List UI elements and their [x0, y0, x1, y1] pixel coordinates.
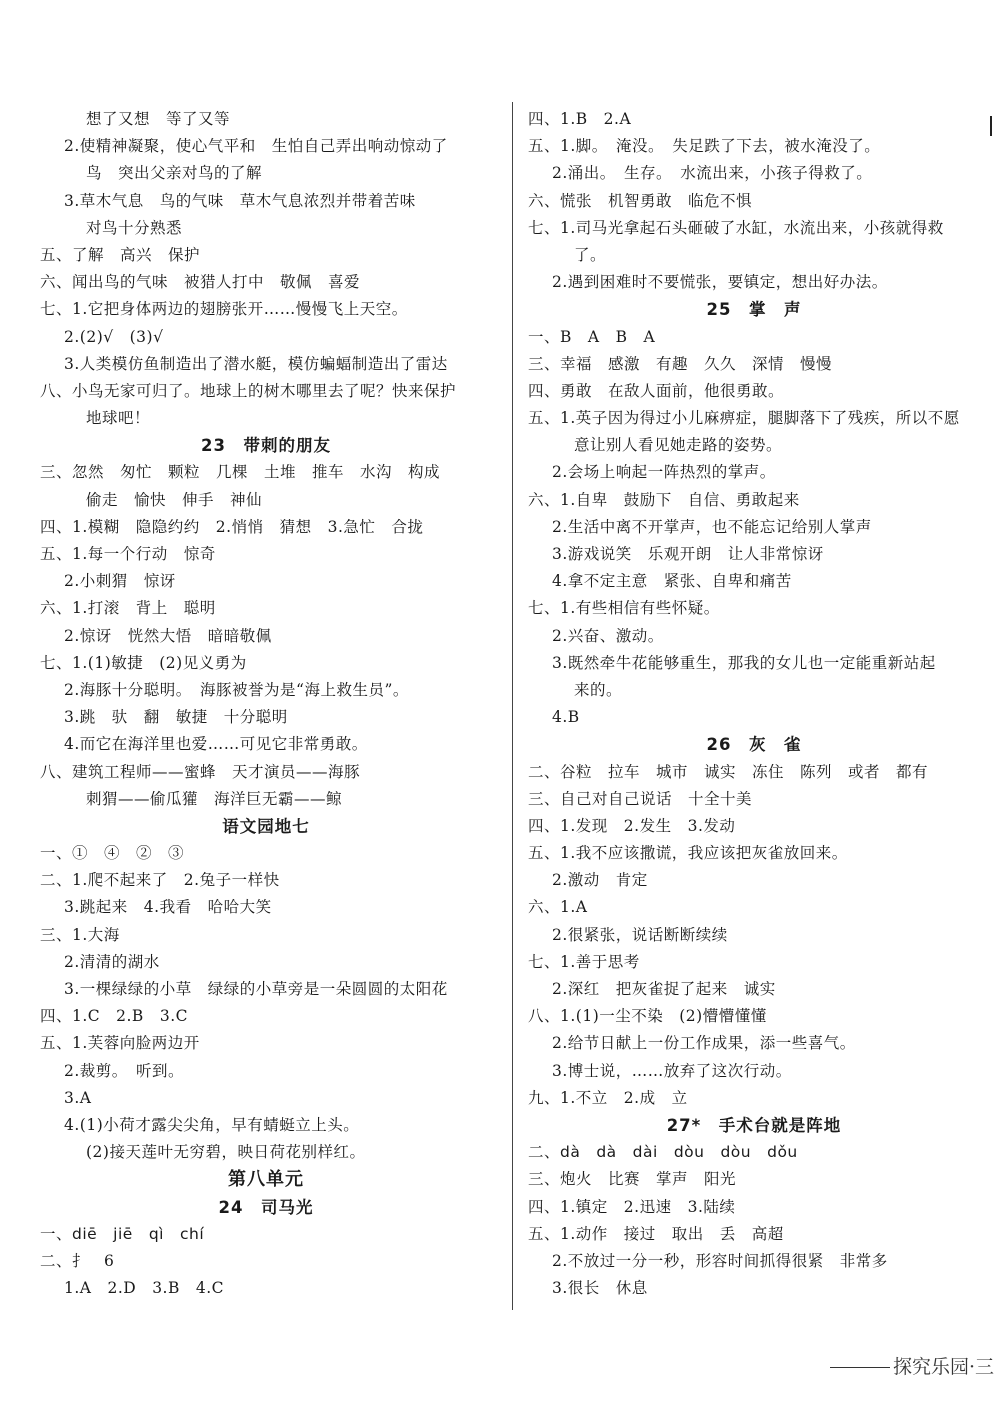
answer-line: 四、1.C 2.B 3.C	[40, 1007, 188, 1026]
answer-line: 五、1.芙蓉向脸两边开	[40, 1034, 200, 1053]
answer-line: 2.生活中离不开掌声，也不能忘记给别人掌声	[552, 517, 872, 536]
answer-line: 2.不放过一分一秒，形容时间抓得很紧 非常多	[552, 1251, 888, 1270]
answer-line: 六、闻出鸟的气味 被猎人打中 敬佩 喜爱	[40, 273, 361, 292]
answer-line: 八、建筑工程师——蜜蜂 天才演员——海豚	[40, 762, 361, 781]
answer-line: 五、1.每一个行动 惊奇	[40, 545, 216, 563]
answer-line: 五、1.动作 接过 取出 丢 高超	[528, 1224, 784, 1243]
answer-line: 2.很紧张，说话断断续续	[552, 925, 728, 944]
answer-line: 2.裁剪。 听到。	[64, 1061, 185, 1080]
answer-line: 2.惊讶 恍然大悟 暗暗敬佩	[64, 626, 272, 645]
answer-line: 一、① ④ ② ③	[40, 844, 185, 863]
answer-line: 六、慌张 机智勇敢 临危不惧	[528, 191, 753, 210]
page-footer: 探究乐园·三	[892, 1356, 994, 1378]
answer-line: 2.给节日献上一份工作成果，添一些喜气。	[552, 1034, 856, 1053]
answer-line: 四、1.B 2.A	[528, 110, 632, 128]
answer-line: 意让别人看见她走路的姿势。	[574, 436, 783, 455]
section-title: 23 带刺的朋友	[201, 436, 331, 456]
section-title: 第八单元	[228, 1169, 304, 1191]
section-title: 语文园地七	[222, 816, 310, 836]
answer-line: 鸟 突出父亲对鸟的了解	[86, 164, 263, 183]
answer-line: 来的。	[574, 680, 623, 699]
answer-line: 3.A	[64, 1088, 92, 1107]
answer-line: 3.博士说，……放弃了这次行动。	[552, 1061, 792, 1080]
answer-line: 2.使精神凝聚，使心气平和 生怕自己弄出响动惊动了	[64, 137, 448, 156]
answer-line: 3.游戏说笑 乐观开朗 让人非常惊讶	[552, 545, 824, 563]
answer-line: 八、小鸟无家可归了。地球上的树木哪里去了呢？快来保护	[40, 381, 457, 400]
answer-line: 2.会场上响起一阵热烈的掌声。	[552, 463, 776, 482]
answer-line: 六、1.打滚 背上 聪明	[40, 599, 216, 618]
answer-line: 3.既然牵牛花能够重生，那我的女儿也一定能重新站起	[552, 653, 936, 672]
page-edge-mark	[990, 116, 992, 136]
answer-line: 2.小刺猬 惊讶	[64, 572, 176, 591]
answer-line: 4.(1)小荷才露尖尖角，早有蜻蜓立上头。	[64, 1115, 360, 1134]
answer-line: 七、1.司马光拿起石头砸破了水缸，水流出来，小孩就得救	[528, 218, 944, 237]
answer-line: 二、扌 6	[40, 1251, 115, 1270]
answer-line: 4.而它在海洋里也爱……可见它非常勇敢。	[64, 735, 368, 754]
answer-line: 2.涌出。 生存。 水流出来，小孩子得救了。	[552, 164, 873, 183]
answer-line: 九、1.不立 2.成 立	[528, 1088, 688, 1107]
answer-line: 四、1.模糊 隐隐约约 2.悄悄 猜想 3.急忙 合拢	[40, 517, 424, 536]
answer-line: 七、1.有些相信有些怀疑。	[528, 599, 720, 618]
answer-line: 二、1.爬不起来了 2.兔子一样快	[40, 871, 280, 890]
answer-line: 一、B A B A	[528, 327, 656, 346]
answer-line: 4.B	[552, 708, 580, 727]
answer-line: 偷走 愉快 伸手 神仙	[86, 490, 263, 509]
answer-line: 3.一棵绿绿的小草 绿绿的小草旁是一朵圆圆的太阳花	[64, 980, 448, 998]
answer-line: 4.拿不定主意 紧张、自卑和痛苦	[552, 572, 792, 591]
answer-line: 3.草木气息 鸟的气味 草木气息浓烈并带着苦味	[64, 191, 416, 210]
answer-line: 三、自己对自己说话 十全十美	[528, 789, 753, 808]
section-title: 27* 手术台就是阵地	[666, 1115, 842, 1135]
answer-line: 四、1.发现 2.发生 3.发动	[528, 816, 736, 835]
answer-line: 3.很长 休息	[552, 1279, 648, 1298]
answer-line: 三、1.大海	[40, 925, 120, 944]
answer-line: 2.海豚十分聪明。 海豚被誉为是“海上救生员”。	[64, 680, 409, 699]
answer-line: 地球吧！	[86, 409, 151, 428]
answer-line: 七、1.(1)敏捷 (2)见义勇为	[40, 653, 247, 672]
answer-line: 3.跳起来 4.我看 哈哈大笑	[64, 898, 272, 917]
answer-line: 五、1.脚。 淹没。 失足跌了下去，被水淹没了。	[528, 137, 881, 156]
answer-line: 2.(2)√ (3)√	[64, 327, 164, 346]
answer-line: 二、dà dà dài dòu dòu dǒu	[528, 1143, 798, 1162]
answer-line: 3.人类模仿鱼制造出了潜水艇，模仿蝙蝠制造出了雷达	[64, 354, 448, 373]
answer-line: 三、忽然 匆忙 颗粒 几棵 土堆 推车 水沟 构成	[40, 463, 441, 482]
section-title: 26 灰 雀	[706, 735, 802, 755]
answer-line: 六、1.自卑 鼓励下 自信、勇敢起来	[528, 490, 800, 509]
answer-line: 八、1.(1)一尘不染 (2)懵懵懂懂	[528, 1007, 767, 1026]
answer-line: 七、1.它把身体两边的翅膀张开……慢慢飞上天空。	[40, 300, 408, 319]
answer-line: 七、1.善于思考	[528, 952, 640, 971]
answer-line: 五、了解 高兴 保护	[40, 245, 201, 264]
answer-line: 二、谷粒 拉车 城市 诚实 冻住 陈列 或者 都有	[528, 762, 929, 781]
answer-line: 2.深红 把灰雀捉了起来 诚实	[552, 980, 776, 998]
answer-line: 想了又想 等了又等	[86, 110, 231, 128]
column-divider	[512, 102, 513, 1310]
answer-line: (2)接天莲叶无穷碧，映日荷花别样红。	[86, 1143, 366, 1162]
answer-line: 四、勇敢 在敌人面前，他很勇敢。	[528, 381, 785, 400]
answer-line: 对鸟十分熟悉	[86, 218, 183, 237]
answer-column-left	[40, 106, 492, 1302]
answer-line: 五、1.英子因为得过小儿麻痹症，腿脚落下了残疾，所以不愿	[528, 409, 960, 428]
answer-line: 一、diē jiē qì chí	[40, 1224, 205, 1243]
answer-line: 五、1.我不应该撒谎，我应该把灰雀放回来。	[528, 844, 848, 863]
answer-column-right	[528, 106, 980, 1302]
answer-line: 2.兴奋、激动。	[552, 626, 664, 645]
answer-line: 三、幸福 感激 有趣 久久 深情 慢慢	[528, 354, 833, 373]
answer-line: 三、炮火 比赛 掌声 阳光	[528, 1170, 737, 1189]
section-title: 25 掌 声	[706, 300, 802, 320]
answer-line: 四、1.镇定 2.迅速 3.陆续	[528, 1197, 736, 1216]
answer-line: 1.A 2.D 3.B 4.C	[64, 1279, 225, 1298]
answer-line: 2.激动 肯定	[552, 871, 648, 890]
section-title: 24 司马光	[218, 1197, 314, 1217]
answer-line: 刺猬——偷瓜獾 海洋巨无霸——鲸	[86, 789, 343, 808]
answer-line: 3.跳 驮 翻 敏捷 十分聪明	[64, 708, 288, 727]
answer-line: 2.遇到困难时不要慌张，要镇定，想出好办法。	[552, 273, 888, 292]
answer-line: 了。	[574, 245, 607, 264]
answer-line: 六、1.A	[528, 898, 588, 917]
answer-line: 2.清清的湖水	[64, 952, 160, 971]
